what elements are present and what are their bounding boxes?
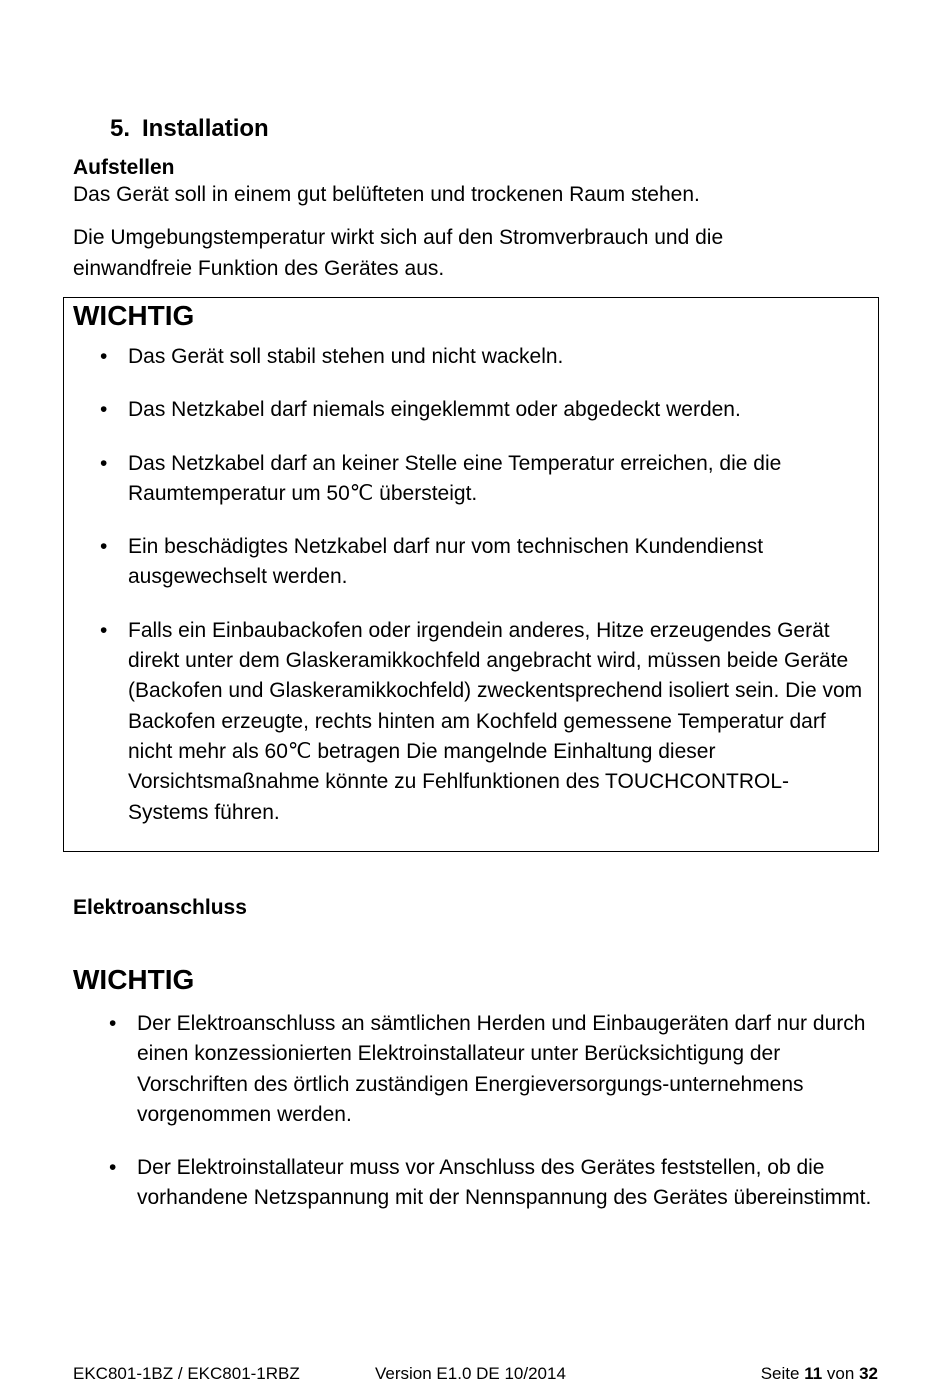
bullet-icon: • bbox=[100, 618, 108, 642]
footer-version: Version E1.0 DE 10/2014 bbox=[375, 1364, 566, 1383]
aufstellen-para-2: Die Umgebungstemperatur wirkt sich auf den Stromverbrauch und die einwandfreie Funktion des Gerätes aus. bbox=[73, 226, 724, 280]
aufstellen-heading: Aufstellen bbox=[73, 156, 175, 179]
important-box bbox=[63, 297, 879, 852]
footer-page-number: Seite 11 von 32 bbox=[760, 1364, 878, 1383]
footer-model: EKC801-1BZ / EKC801-1RBZ bbox=[73, 1364, 300, 1383]
bullet-icon: • bbox=[109, 1156, 117, 1180]
aufstellen-para-1: Das Gerät soll in einem gut belüfteten und trockenen Raum stehen. bbox=[73, 183, 700, 206]
list-item: • Falls ein Einbaubackofen oder irgendein anderes, Hitze erzeugendes Gerät direkt unter dem Glaskeramikkochfeld angebracht wird, müssen beide Geräte (Backofen und Glaskeramikkochfeld) zweckentsprechend isoliert sein. Die vom Backofen erzeugte, rechts hinten am Kochfeld gemessene Temperatur darf nicht mehr als 60℃ betragen Die mangelnde Einhaltung dieser Vorsichtsmaßnahme könnte zu Fehlfunktionen des TOUCHCONTROL-Systems führen. bbox=[64, 616, 869, 828]
bullet-icon: • bbox=[100, 535, 108, 559]
section-title-text: Installation bbox=[142, 115, 269, 142]
list-item: • Das Netzkabel darf an keiner Stelle eine Temperatur erreichen, die die Raumtemperatur um 50℃ übersteigt. bbox=[64, 449, 869, 510]
important-box-heading: WICHTIG bbox=[73, 300, 195, 331]
bullet-icon: • bbox=[109, 1012, 117, 1035]
bullet-icon: • bbox=[100, 345, 108, 368]
list-item: • Der Elektroanschluss an sämtlichen Herden und Einbaugeräten darf nur durch einen konzessionierten Elektroinstallateur unter Berücksichtigung der Vorschriften des örtlich zuständigen Energieversorgungs-unternehmens vorgenommen werden. bbox=[73, 1009, 883, 1130]
list-item: • Ein beschädigtes Netzkabel darf nur vom technischen Kundendienst ausgewechselt werden. bbox=[64, 532, 869, 593]
elektro-list bbox=[73, 1009, 883, 1237]
elektro-important-heading: WICHTIG bbox=[73, 964, 195, 995]
elektro-heading: Elektroanschluss bbox=[73, 896, 247, 919]
list-item: • Der Elektroinstallateur muss vor Anschluss des Gerätes feststellen, ob die vorhandene Netzspannung mit der Nennspannung des Gerätes übereinstimmt. bbox=[73, 1153, 883, 1214]
section-title bbox=[110, 115, 269, 143]
bullet-icon: • bbox=[100, 398, 108, 422]
important-box-list bbox=[64, 342, 869, 851]
section-number: 5. bbox=[110, 115, 131, 142]
list-item: • Das Netzkabel darf niemals eingeklemmt oder abgedeckt werden. bbox=[64, 395, 869, 425]
list-item: • Das Gerät soll stabil stehen und nicht wackeln. bbox=[64, 342, 869, 372]
bullet-icon: • bbox=[100, 451, 108, 475]
